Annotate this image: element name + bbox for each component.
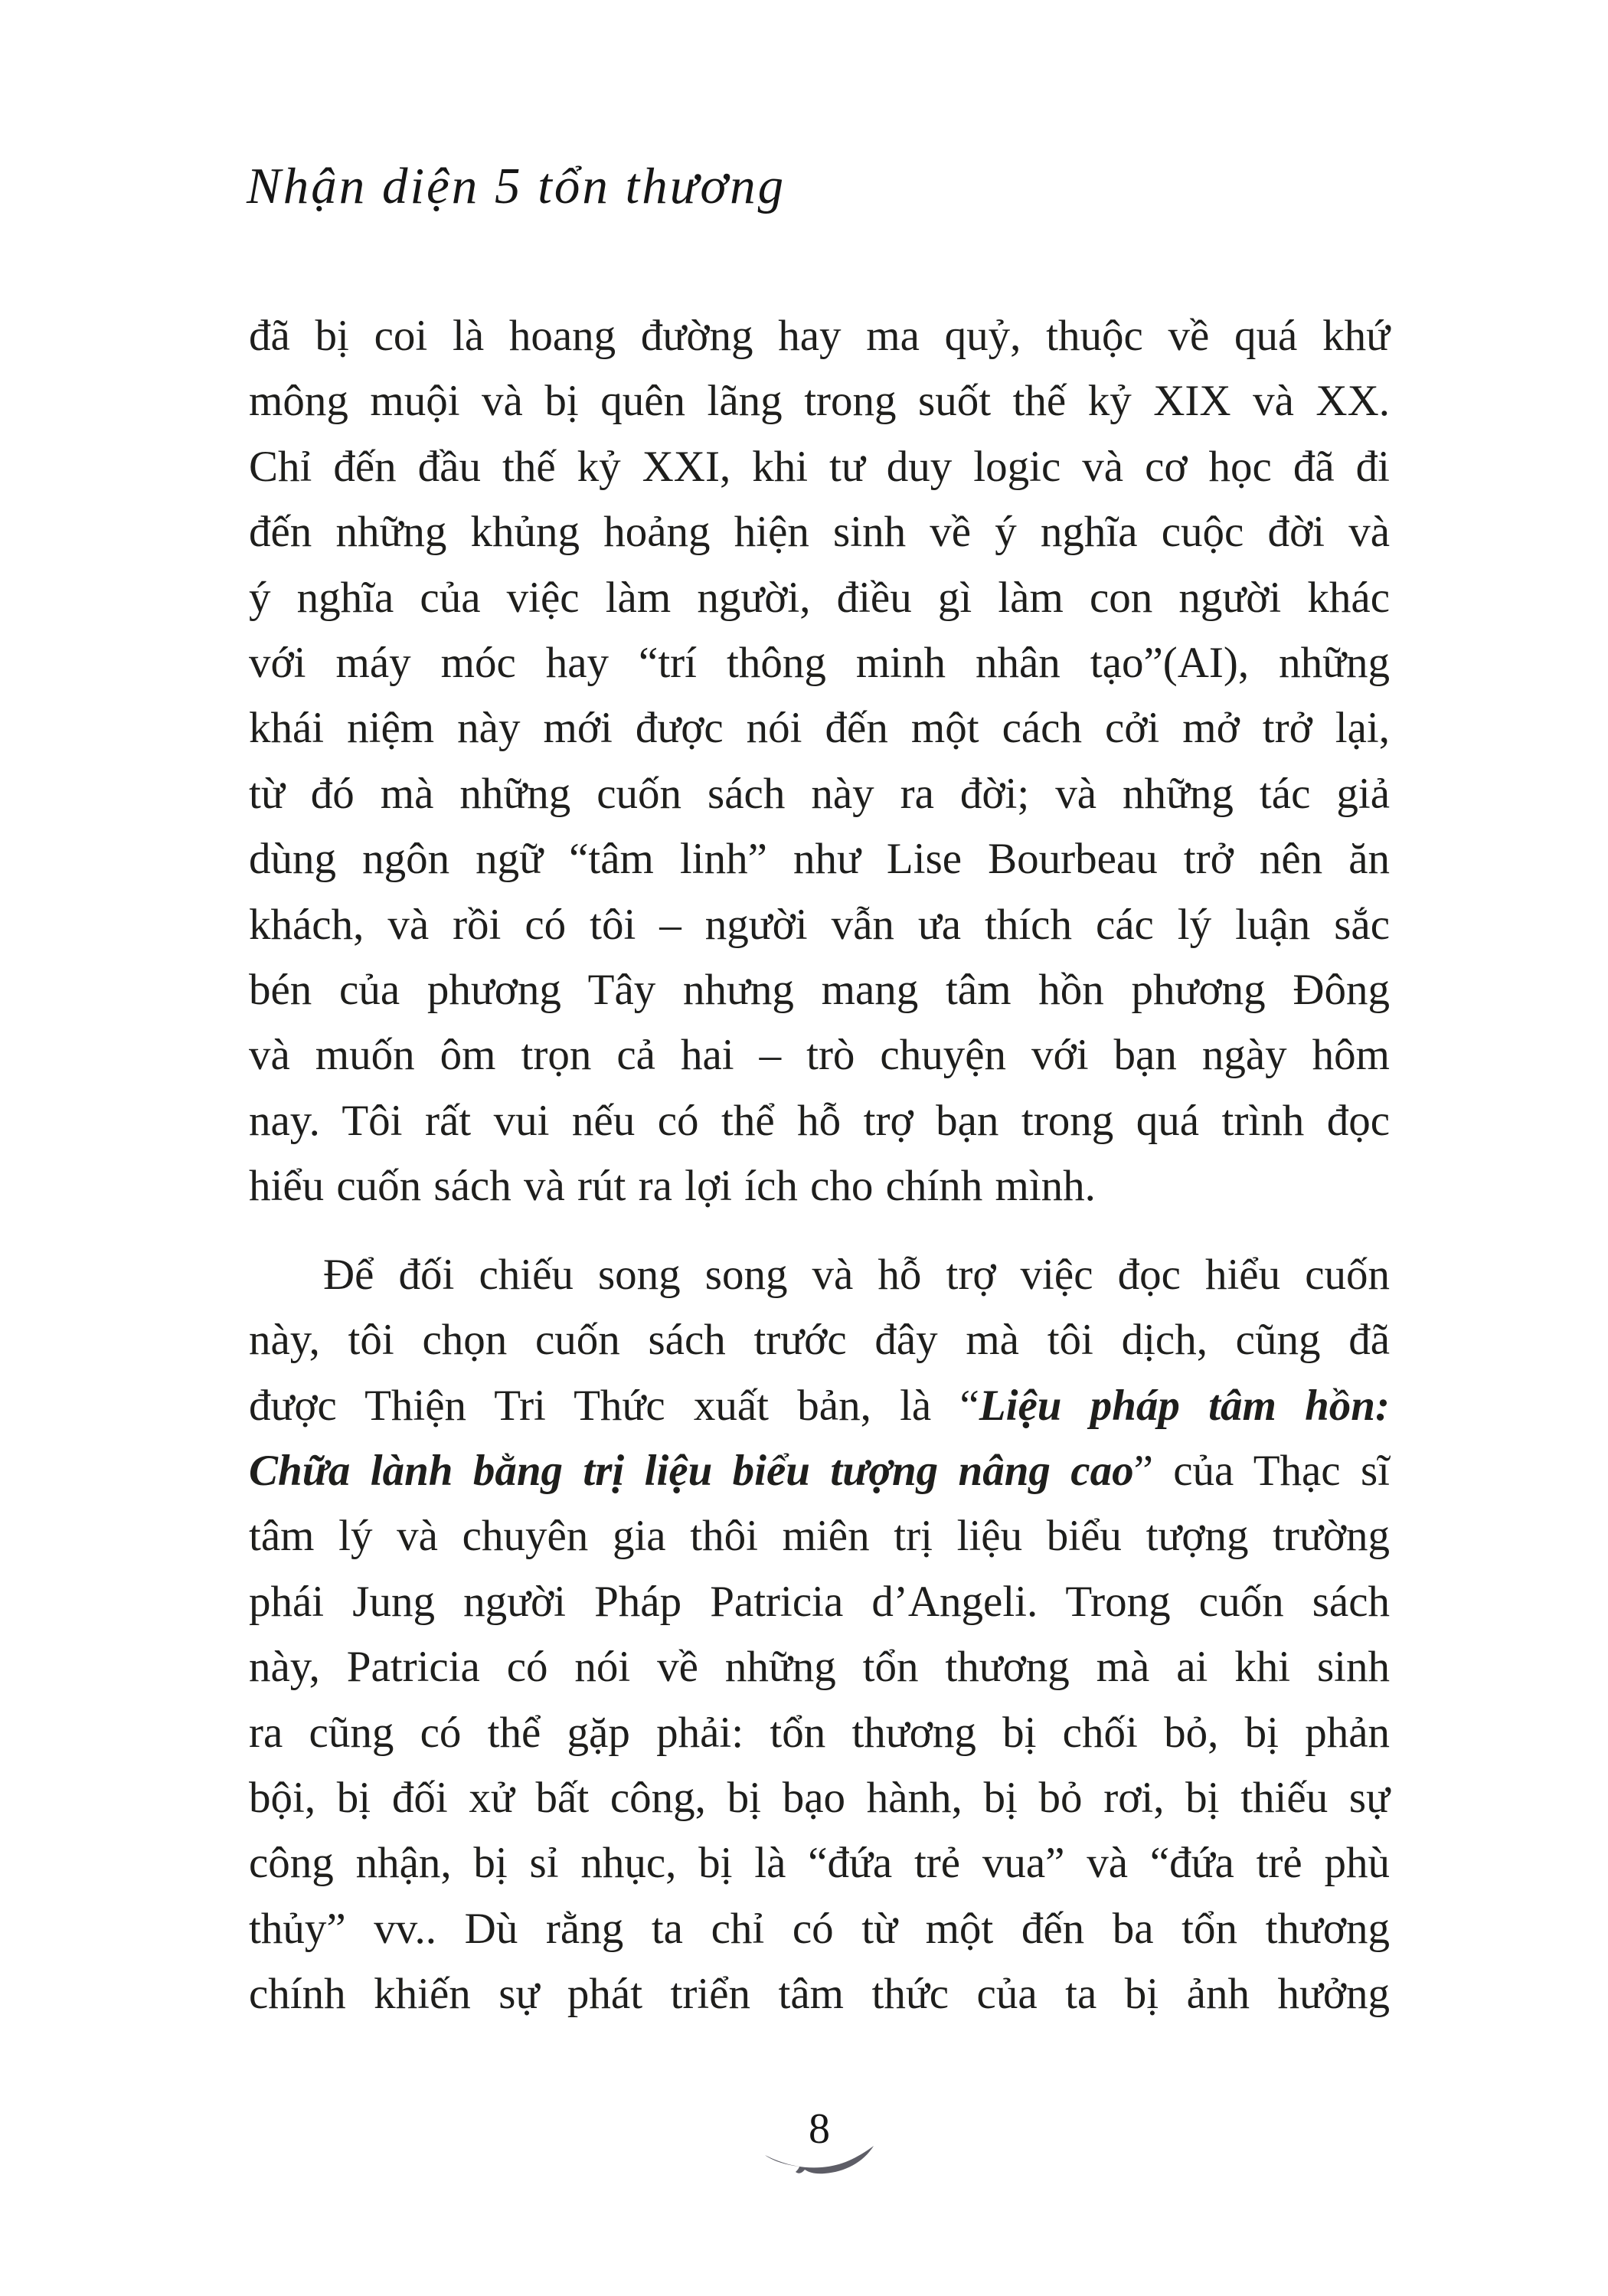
body-line	[249, 1307, 1390, 1372]
text-segment: bội, bị đối xử bất công, bị bạo hành, bị bỏ rơi, bị thiếu sự	[249, 1773, 1390, 1822]
text-segment: khái niệm này mới được nói đến một cách cởi mở trở lại,	[249, 704, 1390, 753]
body-line	[249, 434, 1390, 499]
body-line	[249, 1896, 1390, 1961]
body-line	[249, 1700, 1390, 1765]
body-line	[249, 1438, 1390, 1503]
text-segment: khách, và rồi có tôi – người vẫn ưa thích các lý luận sắc	[249, 900, 1390, 949]
body-line	[249, 1765, 1390, 1830]
page-number: 8	[809, 2105, 830, 2153]
text-segment: Chỉ đến đầu thế kỷ XXI, khi tư duy logic và cơ học đã đi	[249, 442, 1390, 491]
text-segment: đến những khủng hoảng hiện sinh về ý nghĩa cuộc đời và	[249, 508, 1390, 557]
body-line	[249, 1634, 1390, 1699]
text-segment: ý nghĩa của việc làm người, điều gì làm con người khác	[249, 573, 1390, 622]
body-line	[249, 1373, 1390, 1438]
body-line	[249, 1961, 1390, 2026]
text-segment: nay. Tôi rất vui nếu có thể hỗ trợ bạn trong quá trình đọc	[249, 1096, 1390, 1145]
text-segment: phái Jung người Pháp Patricia d’Angeli. Trong cuốn sách	[249, 1577, 1390, 1626]
page-footer	[249, 2105, 1390, 2177]
body-line	[249, 761, 1390, 826]
text-segment: ra cũng có thể gặp phải: tổn thương bị chối bỏ, bị phản	[249, 1708, 1390, 1757]
body-line	[249, 1569, 1390, 1634]
body-line	[249, 1022, 1390, 1087]
text-segment: và muốn ôm trọn cả hai – trò chuyện với bạn ngày hôm	[249, 1031, 1390, 1080]
body-line	[249, 368, 1390, 433]
text-segment: này, tôi chọn cuốn sách trước đây mà tôi dịch, cũng đã	[249, 1316, 1390, 1365]
text-segment: mông muội và bị quên lãng trong suốt thế kỷ XIX và XX.	[249, 377, 1390, 426]
body-text	[249, 303, 1390, 2027]
emphasized-text-segment: Chữa lành bằng trị liệu biểu tượng nâng cao	[249, 1446, 1134, 1495]
text-segment: này, Patricia có nói về những tổn thương mà ai khi sinh	[249, 1643, 1390, 1692]
emphasized-text-segment: Liệu pháp tâm hồn:	[979, 1381, 1390, 1430]
text-segment: Để đối chiếu song song và hỗ trợ việc đọc hiểu cuốn	[323, 1250, 1390, 1299]
body-line	[249, 1242, 1390, 1307]
running-header: Nhận diện 5 tổn thương	[247, 158, 786, 214]
text-segment: thủy” vv.. Dù rằng ta chỉ có từ một đến ba tổn thương	[249, 1904, 1390, 1953]
body-line	[249, 826, 1390, 891]
text-segment: đã bị coi là hoang đường hay ma quỷ, thuộc về quá khứ	[249, 312, 1390, 360]
text-segment: ” của Thạc sĩ	[1133, 1446, 1390, 1495]
body-line	[249, 1088, 1390, 1153]
text-segment: từ đó mà những cuốn sách này ra đời; và những tác giả	[249, 769, 1390, 818]
text-segment: công nhận, bị sỉ nhục, bị là “đứa trẻ vua” và “đứa trẻ phù	[249, 1839, 1390, 1888]
text-segment: tâm lý và chuyên gia thôi miên trị liệu biểu tượng trường	[249, 1512, 1390, 1561]
body-line	[249, 892, 1390, 957]
body-line	[249, 1153, 1390, 1218]
text-segment: chính khiến sự phát triển tâm thức của ta bị ảnh hưởng	[249, 1970, 1390, 2019]
body-line	[249, 303, 1390, 368]
text-segment: bén của phương Tây nhưng mang tâm hồn phương Đông	[249, 966, 1390, 1015]
text-segment: hiểu cuốn sách và rút ra lợi ích cho chính mình.	[249, 1162, 1096, 1211]
body-line	[249, 499, 1390, 564]
body-line	[249, 1503, 1390, 1568]
body-line	[249, 1830, 1390, 1895]
body-line	[249, 957, 1390, 1022]
text-segment: dùng ngôn ngữ “tâm linh” như Lise Bourbeau trở nên ăn	[249, 835, 1390, 884]
body-line	[249, 630, 1390, 695]
body-line	[249, 565, 1390, 630]
body-line	[249, 695, 1390, 760]
text-segment: với máy móc hay “trí thông minh nhân tạo”(AI), những	[249, 639, 1390, 688]
text-segment: được Thiện Tri Thức xuất bản, là “	[249, 1381, 979, 1430]
